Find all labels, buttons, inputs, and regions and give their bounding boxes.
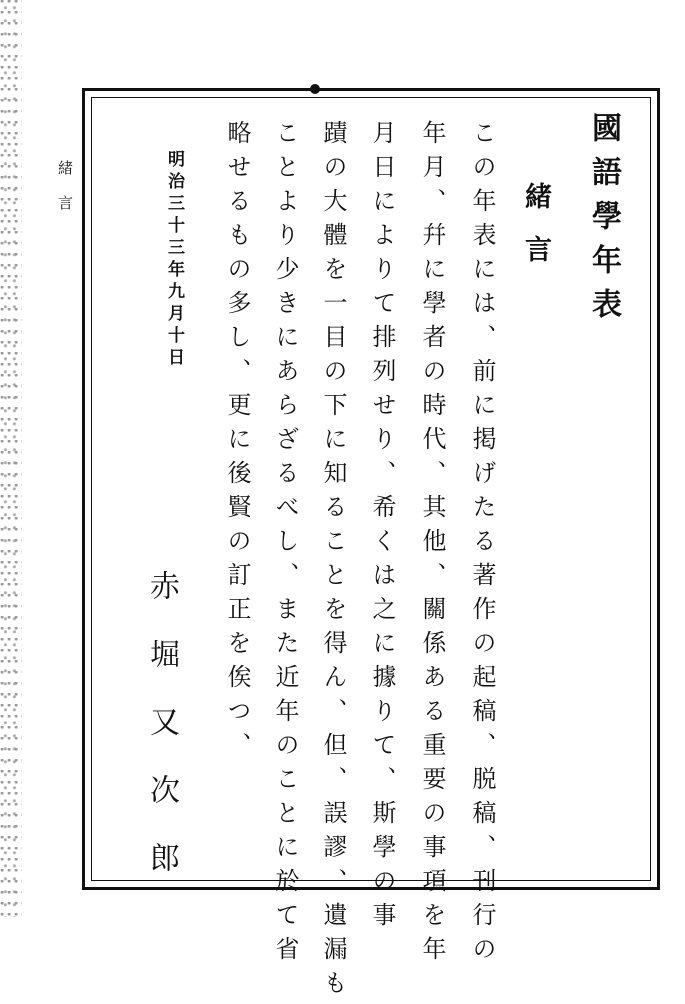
body-line-4: 蹟の大體を一目の下に知ることを得ん、但、誤謬、遺漏も xyxy=(319,120,347,1004)
scan-edge-noise xyxy=(0,0,22,917)
body-line-1: この年表には、前に掲げたる著作の起稿、脱稿、刊行の xyxy=(468,120,496,970)
body-line-3: 月日によりて排列せり、希くは之に據りて、斯學の事 xyxy=(368,120,396,936)
date-line: 明治三十三年九月十日 xyxy=(164,150,184,370)
body-line-5: ことより少きにあらざるべし、また近年のことに於て省 xyxy=(271,120,299,970)
running-header: 緒言 xyxy=(56,160,74,230)
section-heading: 緒言 xyxy=(520,182,551,288)
body-line-2: 年月、幷に學者の時代、其他、關係ある重要の事項を年 xyxy=(418,120,446,970)
author-name: 赤堀又次郎 xyxy=(144,570,179,910)
body-line-6: 略せるもの多し、更に後賢の訂正を俟つ、 xyxy=(223,120,251,766)
book-title: 國語學年表 xyxy=(586,112,621,332)
